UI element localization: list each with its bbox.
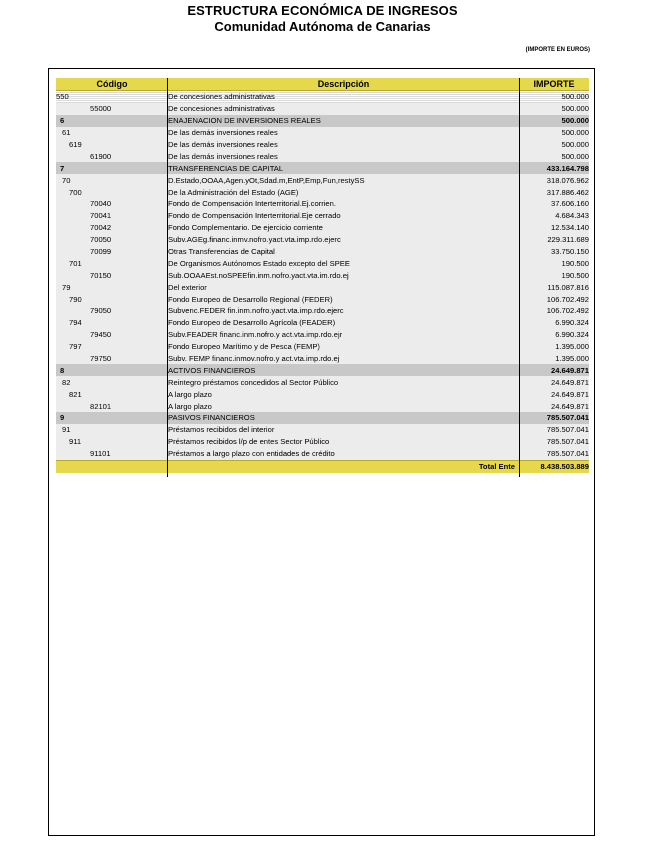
row-description: Reintegro préstamos concedidos al Sector Público [168, 376, 519, 388]
row-description: A largo plazo [168, 400, 519, 412]
row-description: TRANSFERENCIAS DE CAPITAL [168, 162, 519, 174]
row-amount: 24.649.871 [519, 400, 589, 412]
row-code: 70099 [56, 246, 168, 258]
table-row [56, 246, 589, 258]
row-code: 8 [56, 364, 168, 376]
row-code: 797 [56, 341, 168, 353]
row-description: ACTIVOS FINANCIEROS [168, 364, 519, 376]
row-description: Fondo Europeo de Desarrollo Agrícola (FEADER) [168, 317, 519, 329]
column-divider-1 [167, 78, 168, 477]
row-code: 79050 [56, 305, 168, 317]
row-amount: 190.500 [519, 257, 589, 269]
row-code: 91101 [56, 448, 168, 460]
income-structure-table [56, 78, 589, 473]
column-divider-2 [519, 78, 520, 477]
table-row [56, 436, 589, 448]
row-code: 79 [56, 281, 168, 293]
table-row [56, 269, 589, 281]
row-amount: 500.000 [519, 139, 589, 151]
row-code: 794 [56, 317, 168, 329]
row-amount: 785.507.041 [519, 448, 589, 460]
row-amount: 1.395.000 [519, 353, 589, 365]
row-code: 70150 [56, 269, 168, 281]
table-row [56, 234, 589, 246]
column-header-amount: IMPORTE [519, 78, 589, 91]
row-code: 70042 [56, 222, 168, 234]
row-description: D.Estado,OOAA,Agen.yOt,Sdad.m,EntP,Emp,Fun,restySS [168, 174, 519, 186]
table-row [56, 353, 589, 365]
row-code: 79450 [56, 329, 168, 341]
row-code: 911 [56, 436, 168, 448]
row-code: 790 [56, 293, 168, 305]
row-description: De las demás inversiones reales [168, 150, 519, 162]
row-code: 619 [56, 139, 168, 151]
row-description: Otras Transferencias de Capital [168, 246, 519, 258]
row-description: Préstamos a largo plazo con entidades de crédito [168, 448, 519, 460]
row-amount: 785.507.041 [519, 412, 589, 424]
row-description: Préstamos recibidos del interior [168, 424, 519, 436]
row-amount: 24.649.871 [519, 388, 589, 400]
table-row [56, 103, 589, 115]
table-row [56, 317, 589, 329]
column-header-description: Descripción [168, 78, 519, 91]
row-amount: 500.000 [519, 115, 589, 127]
table-header-row [56, 78, 589, 91]
row-code: 701 [56, 257, 168, 269]
row-description: De Organismos Autónomos Estado excepto del SPEE [168, 257, 519, 269]
row-description: De concesiones administrativas [168, 91, 519, 103]
row-code: 7 [56, 162, 168, 174]
row-amount: 433.164.798 [519, 162, 589, 174]
row-description: Subv. FEMP financ.inmov.nofro.y act.vta.imp.rdo.ej [168, 353, 519, 365]
row-code: 79750 [56, 353, 168, 365]
row-description: De concesiones administrativas [168, 103, 519, 115]
row-code: 9 [56, 412, 168, 424]
row-code: 70050 [56, 234, 168, 246]
row-code: 70040 [56, 198, 168, 210]
row-amount: 106.702.492 [519, 305, 589, 317]
row-amount: 33.750.150 [519, 246, 589, 258]
row-amount: 229.311.689 [519, 234, 589, 246]
row-amount: 500.000 [519, 103, 589, 115]
row-amount: 115.087.816 [519, 281, 589, 293]
report-subtitle: Comunidad Autónoma de Canarias [214, 19, 431, 34]
row-description: A largo plazo [168, 388, 519, 400]
row-code: 550 [56, 91, 168, 103]
row-amount: 500.000 [519, 150, 589, 162]
table-row [56, 186, 589, 198]
table-row [56, 448, 589, 460]
table-row [56, 162, 589, 174]
row-amount: 24.649.871 [519, 364, 589, 376]
column-header-code: Código [56, 78, 168, 91]
row-amount: 6.990.324 [519, 329, 589, 341]
row-amount: 785.507.041 [519, 424, 589, 436]
row-code: 91 [56, 424, 168, 436]
row-description: Fondo Europeo de Desarrollo Regional (FEDER) [168, 293, 519, 305]
row-amount: 12.534.140 [519, 222, 589, 234]
table-row [56, 281, 589, 293]
table-row [56, 150, 589, 162]
table-row [56, 412, 589, 424]
table-row [56, 329, 589, 341]
row-code: 61900 [56, 150, 168, 162]
table-row [56, 400, 589, 412]
row-description: ENAJENACION DE INVERSIONES REALES [168, 115, 519, 127]
row-amount: 500.000 [519, 91, 589, 103]
table-row [56, 341, 589, 353]
row-description: Subvenc.FEDER fin.inm.nofro.yact.vta.imp.rdo.ejerc [168, 305, 519, 317]
row-amount: 1.395.000 [519, 341, 589, 353]
table-row [56, 424, 589, 436]
row-code: 821 [56, 388, 168, 400]
table-row [56, 174, 589, 186]
row-description: Fondo Europeo Marítimo y de Pesca (FEMP) [168, 341, 519, 353]
row-amount: 190.500 [519, 269, 589, 281]
table-row [56, 305, 589, 317]
total-label: Total Ente [168, 460, 519, 473]
row-description: Subv.AGEg.financ.inmv.nofro.yact.vta.imp.rdo.ejerc [168, 234, 519, 246]
row-code: 6 [56, 115, 168, 127]
row-amount: 24.649.871 [519, 376, 589, 388]
row-amount: 37.606.160 [519, 198, 589, 210]
table-row [56, 127, 589, 139]
row-description: Préstamos recibidos l/p de entes Sector Público [168, 436, 519, 448]
row-description: Del exterior [168, 281, 519, 293]
row-description: De las demás inversiones reales [168, 127, 519, 139]
table-row [56, 388, 589, 400]
row-code: 82 [56, 376, 168, 388]
row-description: Fondo de Compensación Interterritorial.Eje cerrado [168, 210, 519, 222]
row-amount: 500.000 [519, 127, 589, 139]
row-amount: 317.886.462 [519, 186, 589, 198]
table-row [56, 139, 589, 151]
table-row [56, 364, 589, 376]
table-row [56, 210, 589, 222]
table-row [56, 293, 589, 305]
table-row [56, 376, 589, 388]
row-description: Fondo de Compensación Interterritorial.Ej.corrien. [168, 198, 519, 210]
total-row [56, 460, 589, 473]
row-description: Sub.OOAAEst.noSPEEfin.inm.nofro.yact.vta.im.rdo.ej [168, 269, 519, 281]
table-row [56, 91, 589, 103]
row-code: 70041 [56, 210, 168, 222]
table-row [56, 257, 589, 269]
row-code: 700 [56, 186, 168, 198]
row-description: PASIVOS FINANCIEROS [168, 412, 519, 424]
unit-note: (IMPORTE EN EUROS) [525, 47, 590, 53]
row-amount: 785.507.041 [519, 436, 589, 448]
row-amount: 106.702.492 [519, 293, 589, 305]
row-description: De las demás inversiones reales [168, 139, 519, 151]
row-code: 70 [56, 174, 168, 186]
table-row [56, 222, 589, 234]
row-amount: 318.076.962 [519, 174, 589, 186]
row-description: De la Administración del Estado (AGE) [168, 186, 519, 198]
total-amount: 8.438.503.889 [519, 460, 589, 473]
row-code: 82101 [56, 400, 168, 412]
row-amount: 6.990.324 [519, 317, 589, 329]
table-body [56, 91, 589, 461]
table-row [56, 198, 589, 210]
row-amount: 4.684.343 [519, 210, 589, 222]
report-title: ESTRUCTURA ECONÓMICA DE INGRESOS [187, 3, 458, 18]
row-description: Subv.FEADER financ.inm.nofro.y act.vta.imp.rdo.ejr [168, 329, 519, 341]
row-code: 55000 [56, 103, 168, 115]
row-code: 61 [56, 127, 168, 139]
row-description: Fondo Complementario. De ejercicio corriente [168, 222, 519, 234]
table-row [56, 115, 589, 127]
